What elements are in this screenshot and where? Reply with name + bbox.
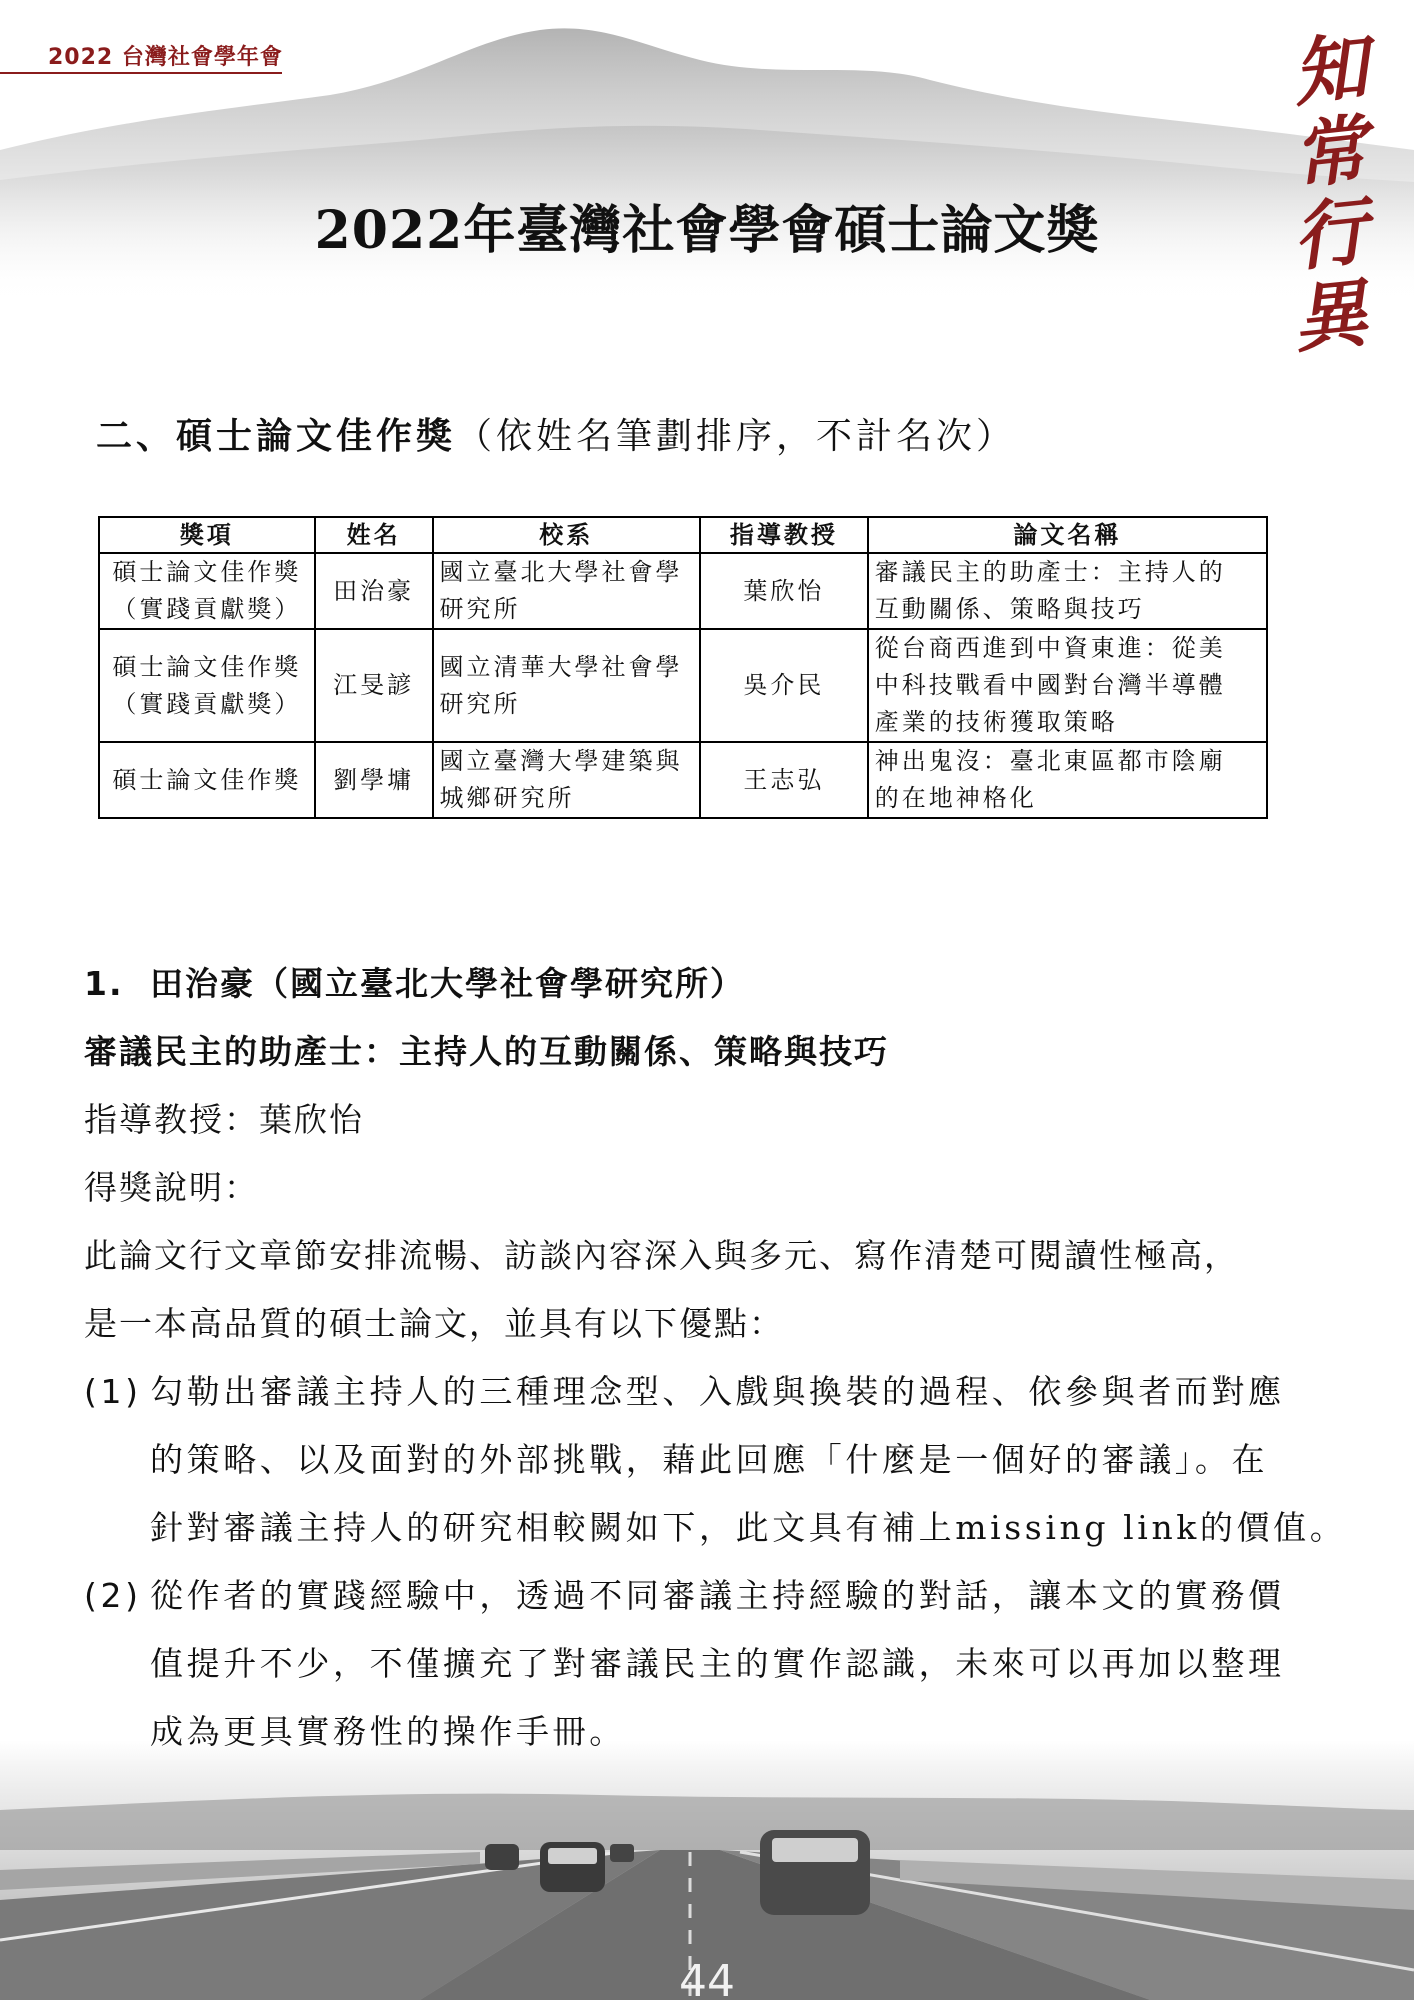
department-cell <box>433 553 701 629</box>
award-line: 碩士論文佳作獎 <box>112 652 302 681</box>
thesis-line: 審議民主的助產士：主持人的 <box>874 558 1226 586</box>
department-line: 國立臺北大學社會學 <box>439 558 683 586</box>
detail-paragraph-line: 是一本高品質的碩士論文，並具有以下優點： <box>84 1304 784 1343</box>
advisor-cell: 王志弘 <box>700 742 868 818</box>
award-line: 碩士論文佳作獎 <box>112 558 302 586</box>
point-line: 勾勒出審議主持人的三種理念型、入戲與換裝的過程、依參與者而對應 <box>150 1372 1285 1411</box>
thesis-cell <box>868 629 1267 742</box>
detail-point <box>84 1562 1334 1766</box>
award-detail <box>84 950 1347 1766</box>
point-marker: (2) <box>84 1576 142 1615</box>
point-line: 針對審議主持人的研究相較闕如下，此文具有補上missing link的價值。 <box>150 1508 1347 1547</box>
thesis-line: 的在地神格化 <box>874 784 1037 812</box>
department-cell <box>433 742 701 818</box>
award-cell <box>99 742 315 818</box>
motto-char: 異 <box>1288 270 1372 364</box>
table-row <box>99 629 1267 742</box>
point-line: 的策略、以及面對的外部挑戰，藉此回應「什麼是一個好的審議」。在 <box>150 1440 1269 1479</box>
header-label: 2022 台灣社會學年會 <box>48 45 283 70</box>
award-line: 碩士論文佳作獎 <box>112 765 302 794</box>
advisor-cell: 葉欣怡 <box>700 553 868 629</box>
motto-char: 知 <box>1288 24 1372 118</box>
department-line: 研究所 <box>439 689 521 718</box>
thesis-line: 中科技戰看中國對台灣半導體 <box>874 671 1226 699</box>
thesis-line: 神出鬼沒：臺北東區都市陰廟 <box>874 747 1226 775</box>
department-line: 城鄉研究所 <box>439 784 575 812</box>
page-title: 2022年臺灣社會學會碩士論文獎 <box>314 200 1100 261</box>
detail-award-label: 得獎說明： <box>84 1168 259 1207</box>
column-header-department: 校系 <box>433 517 701 553</box>
thesis-line: 從台商西進到中資東進：從美 <box>874 634 1226 662</box>
awards-table <box>98 516 1268 819</box>
column-header-name: 姓名 <box>315 517 433 553</box>
detail-advisor: 指導教授：葉欣怡 <box>84 1100 364 1139</box>
table-row <box>99 742 1267 818</box>
thesis-line: 互動關係、策略與技巧 <box>874 595 1145 623</box>
point-line: 成為更具實務性的操作手冊。 <box>150 1712 626 1751</box>
table-row <box>99 553 1267 629</box>
section-heading-note: （依姓名筆劃排序，不計名次） <box>456 416 1017 457</box>
point-marker: (1) <box>84 1372 142 1411</box>
award-cell <box>99 629 315 742</box>
page-number: 44 <box>679 1956 735 2007</box>
thesis-line: 產業的技術獲取策略 <box>874 708 1118 736</box>
detail-paragraph-line: 此論文行文章節安排流暢、訪談內容深入與多元、寫作清楚可閱讀性極高， <box>84 1236 1239 1275</box>
column-header-advisor: 指導教授 <box>700 517 868 553</box>
thesis-cell <box>868 553 1267 629</box>
department-line: 國立臺灣大學建築與 <box>439 747 683 775</box>
section-heading-main: 二、碩士論文佳作獎 <box>96 415 457 457</box>
department-line: 研究所 <box>439 595 521 623</box>
column-header-award: 獎項 <box>99 517 315 553</box>
detail-heading <box>84 950 1334 1018</box>
column-header-thesis: 論文名稱 <box>868 517 1267 553</box>
department-line: 國立清華大學社會學 <box>439 652 683 681</box>
motto-char: 行 <box>1288 188 1372 282</box>
department-cell <box>433 629 701 742</box>
award-cell <box>99 553 315 629</box>
point-line: 從作者的實踐經驗中，透過不同審議主持經驗的對話，讓本文的實務價 <box>150 1576 1285 1615</box>
detail-thesis-title: 審議民主的助產士：主持人的互動關係、策略與技巧 <box>84 1032 889 1071</box>
header-rule <box>0 72 282 74</box>
table-header-row <box>99 517 1267 553</box>
point-line: 值提升不少，不僅擴充了對審議民主的實作認識，未來可以再加以整理 <box>150 1644 1285 1683</box>
name-cell: 田治豪 <box>315 553 433 629</box>
name-cell: 江旻諺 <box>315 629 433 742</box>
award-line: （實踐貢獻獎） <box>112 689 302 718</box>
award-line: （實踐貢獻獎） <box>112 595 302 623</box>
name-cell: 劉學墉 <box>315 742 433 818</box>
detail-point <box>84 1358 1347 1562</box>
thesis-cell <box>868 742 1267 818</box>
detail-number: 1. <box>84 964 124 1003</box>
section-heading <box>96 408 1016 459</box>
advisor-cell: 吳介民 <box>700 629 868 742</box>
detail-heading-text: 田治豪（國立臺北大學社會學研究所） <box>150 964 745 1003</box>
motto-char: 常 <box>1288 106 1372 200</box>
